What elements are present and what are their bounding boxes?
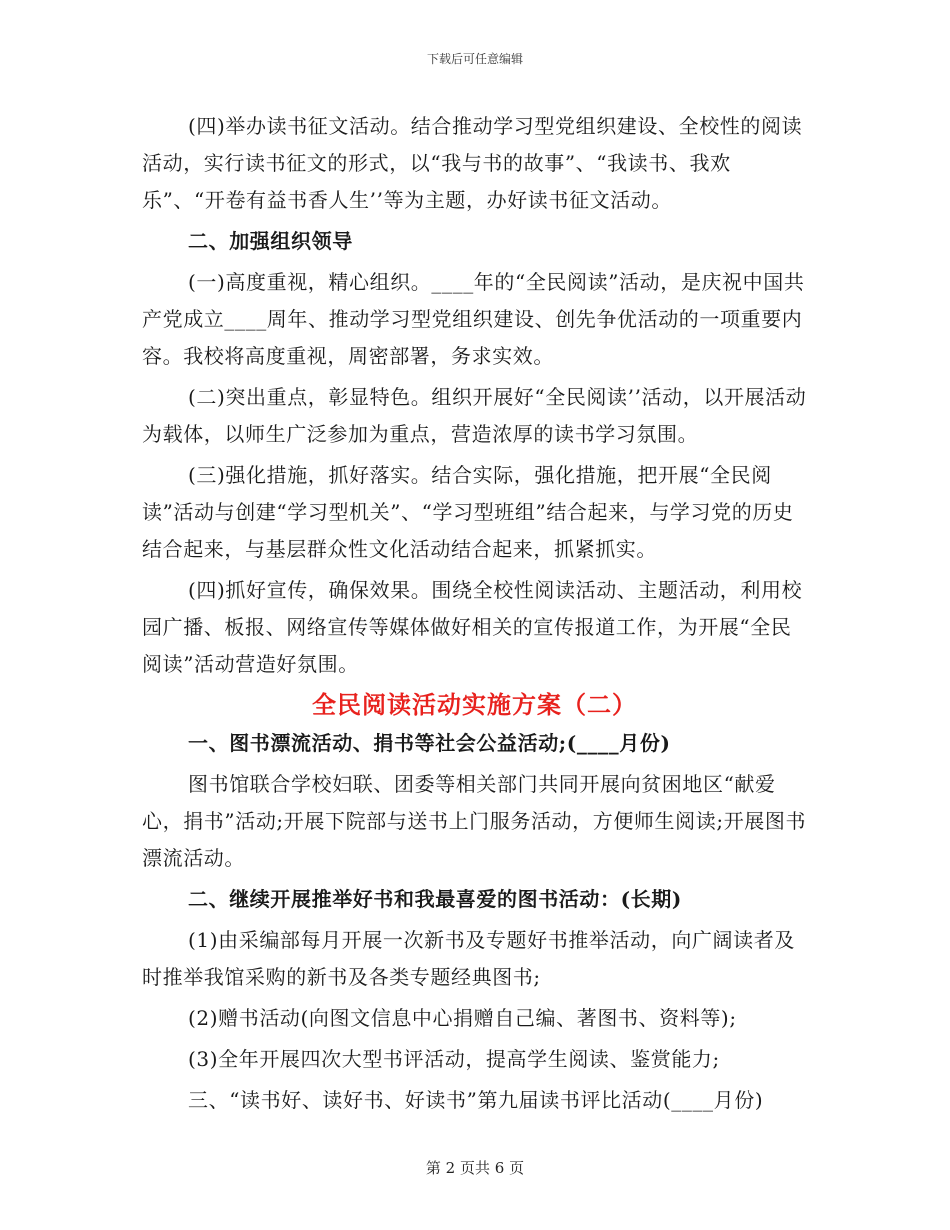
paragraph-publicity: (四)抓好宣传，确保效果。围绕全校性阅读活动、主题活动，利用校园广播、板报、网络宣传等媒体做好相关的宣传报道工作，为开展“全民阅读”活动营造好氛围。 (142, 578, 803, 676)
paragraph-reading-essay: (四)举办读书征文活动。结合推动学习型党组织建设、全校性的阅读活动，实行读书征文的形式，以“我与书的故事”、“我读书、我欢乐”、“开卷有益书香人生’’等为主题，办好读书征文活动。 (142, 114, 803, 212)
page-footer: 第 2 页共 6 页 (425, 1159, 525, 1177)
list-item-1: (1)由采编部每月开展一次新书及专题好书推举活动，向广阔读者及时推举我馆采购的新书及各类专题经典图书; (142, 928, 795, 989)
section-title: 全民阅读活动实施方案（二） (312, 690, 637, 719)
heading-book-drifting: 一、图书漂流活动、捐书等社会公益活动;(____月份) (188, 731, 671, 755)
page-header: 下载后可任意编辑 (426, 52, 523, 66)
paragraph-highlight-focus: (二)突出重点，彰显特色。组织开展好“全民阅读’’活动，以开展活动为载体，以师生广泛参加为重点，营造浓厚的读书学习氛围。 (142, 385, 807, 446)
heading-recommend-books: 二、继续开展推举好书和我最喜爱的图书活动：(长期) (188, 887, 682, 911)
heading-strengthen-leadership: 二、加强组织领导 (188, 229, 353, 253)
document-body (142, 108, 807, 1119)
paragraph-library-donation: 图书馆联合学校妇联、团委等相关部门共同开展向贫困地区“献爱心，捐书”活动;开展下院部与送书上门服务活动，方便师生阅读;开展图书漂流活动。 (142, 772, 807, 870)
list-item-2: (2)赠书活动(向图文信息中心捐赠自己编、著图书、资料等); (188, 1006, 737, 1030)
paragraph-strengthen-measures: (三)强化措施，抓好落实。结合实际，强化措施，把开展“全民阅读”活动与创建“学习型机关”、“学习型班组”结合起来，与学习党的历史结合起来，与基层群众性文化活动结合起来，抓紧抓实。 (142, 463, 794, 561)
list-item-3: (3)全年开展四次大型书评活动，提高学生阅读、鉴赏能力; (188, 1047, 720, 1071)
heading-reading-contest: 三、“读书好、读好书、好读书”第九届读书评比活动(____月份) (188, 1088, 764, 1112)
paragraph-high-priority: (一)高度重视，精心组织。____年的“全民阅读”活动，是庆祝中国共产党成立____周年、推动学习型党组织建设、创先争优活动的一项重要内容。我校将高度重视，周密部署，务求实效。 (142, 270, 805, 368)
